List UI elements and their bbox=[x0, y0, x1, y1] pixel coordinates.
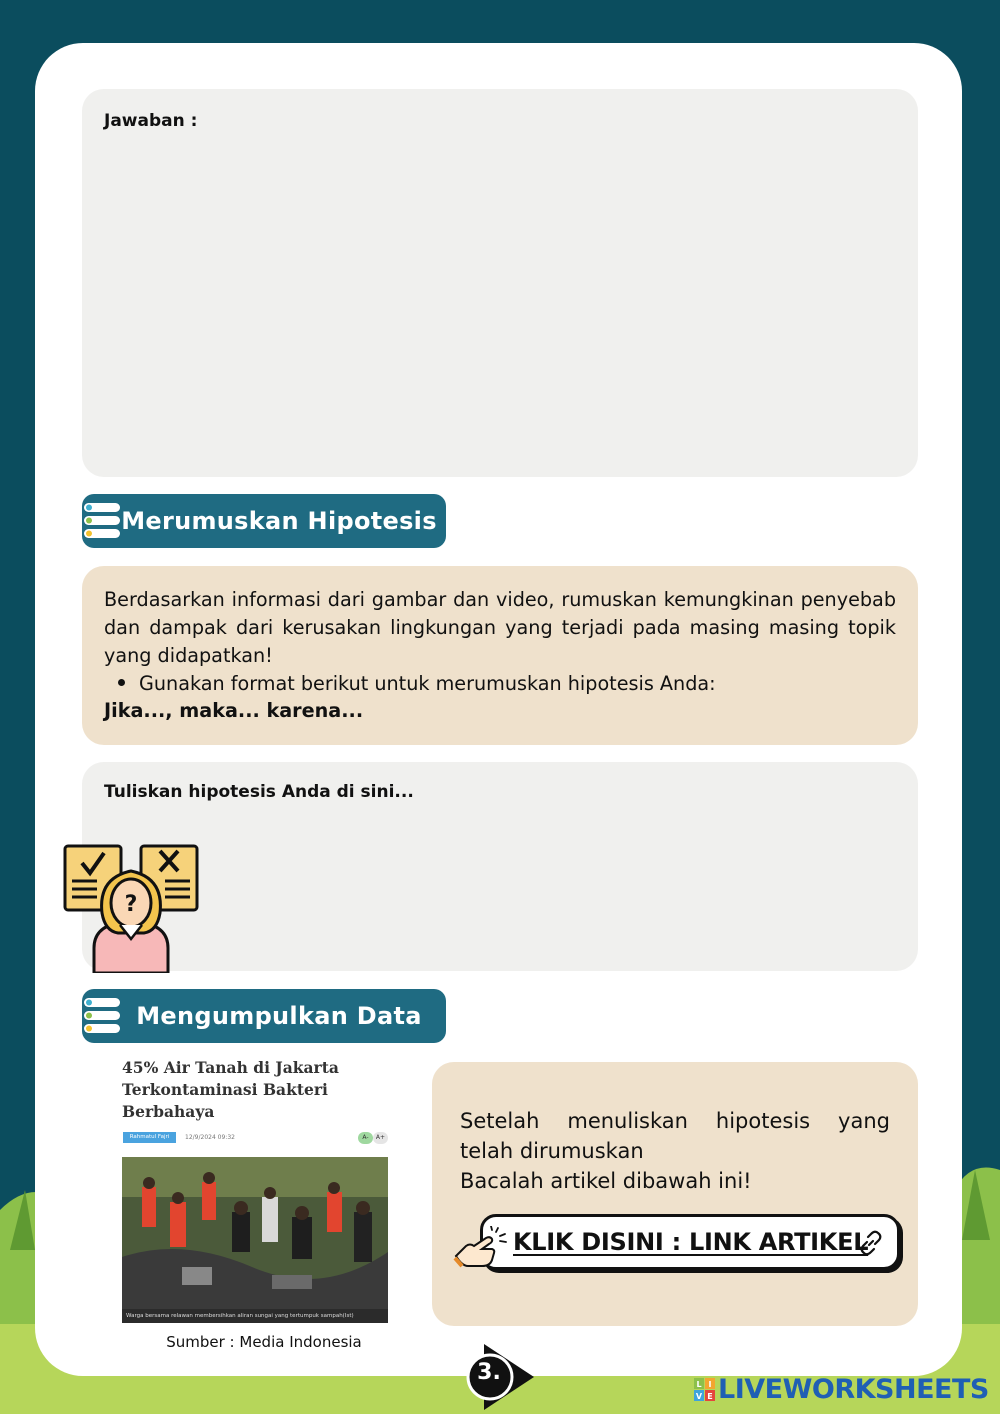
article-caption: Warga bersama relawan membersihkan aliran sungai yang tertumpuk sampah(Ist) bbox=[122, 1309, 388, 1323]
svg-text:?: ? bbox=[124, 892, 138, 917]
liveworksheets-logo-text: LIVEWORKSHEETS bbox=[718, 1374, 989, 1405]
read-text-line-2: telah dirumuskan bbox=[460, 1139, 644, 1163]
logo-block-i: I bbox=[708, 1380, 712, 1389]
answer-textbox[interactable] bbox=[82, 89, 918, 477]
read-article-text bbox=[460, 1106, 890, 1196]
article-link-label[interactable]: KLIK DISINI : LINK ARTIKEL bbox=[513, 1228, 869, 1256]
read-text-line-3: Bacalah artikel dibawah ini! bbox=[460, 1169, 752, 1193]
font-decrease-button: A- bbox=[358, 1132, 373, 1144]
logo-block-l: L bbox=[696, 1380, 702, 1389]
logo-block-v: V bbox=[695, 1392, 703, 1401]
article-date: 12/9/2024 09:32 bbox=[185, 1134, 235, 1141]
pointing-hand-icon bbox=[452, 1226, 508, 1270]
logo-block-e: E bbox=[707, 1392, 713, 1401]
hypothesis-instruction-box bbox=[82, 566, 918, 745]
hypothesis-textbox[interactable] bbox=[82, 762, 918, 971]
page-number: 3. bbox=[477, 1360, 501, 1385]
article-source: Sumber : Media Indonesia bbox=[166, 1333, 362, 1351]
hypothesis-bullet: Gunakan format berikut untuk merumuskan hipotesis Anda: bbox=[118, 670, 716, 698]
article-headline: 45% Air Tanah di Jakarta Terkontaminasi Bakteri Berbahaya bbox=[122, 1058, 339, 1121]
read-article-box bbox=[432, 1062, 918, 1326]
article-link-button[interactable] bbox=[480, 1214, 900, 1270]
hypothesis-section-title: Merumuskan Hipotesis bbox=[121, 507, 437, 535]
hypothesis-format: Jika..., maka... karena... bbox=[104, 699, 364, 722]
answer-label: Jawaban : bbox=[104, 111, 198, 131]
hypothesis-write-label: Tuliskan hipotesis Anda di sini... bbox=[104, 782, 414, 802]
liveworksheets-blocks-icon bbox=[694, 1378, 716, 1402]
data-section-title: Mengumpulkan Data bbox=[136, 1002, 422, 1030]
read-text-line-1: Setelah menuliskan hipotesis yang bbox=[460, 1109, 890, 1133]
chain-link-icon bbox=[857, 1229, 885, 1257]
hypothesis-section-header bbox=[82, 494, 446, 548]
data-section-header bbox=[82, 989, 446, 1043]
thinking-person-icon bbox=[62, 843, 200, 973]
article-screenshot bbox=[114, 1052, 398, 1327]
font-increase-button: A+ bbox=[373, 1132, 388, 1144]
article-author: Rahmatul Fajri bbox=[123, 1132, 176, 1143]
article-photo bbox=[122, 1157, 388, 1309]
hypothesis-instruction-text: Berdasarkan informasi dari gambar dan video, rumuskan kemungkinan penyebab dan dampak dari kerusakan lingkungan yang terjadi pada masing masing topik yang didapatkan! bbox=[104, 588, 896, 667]
